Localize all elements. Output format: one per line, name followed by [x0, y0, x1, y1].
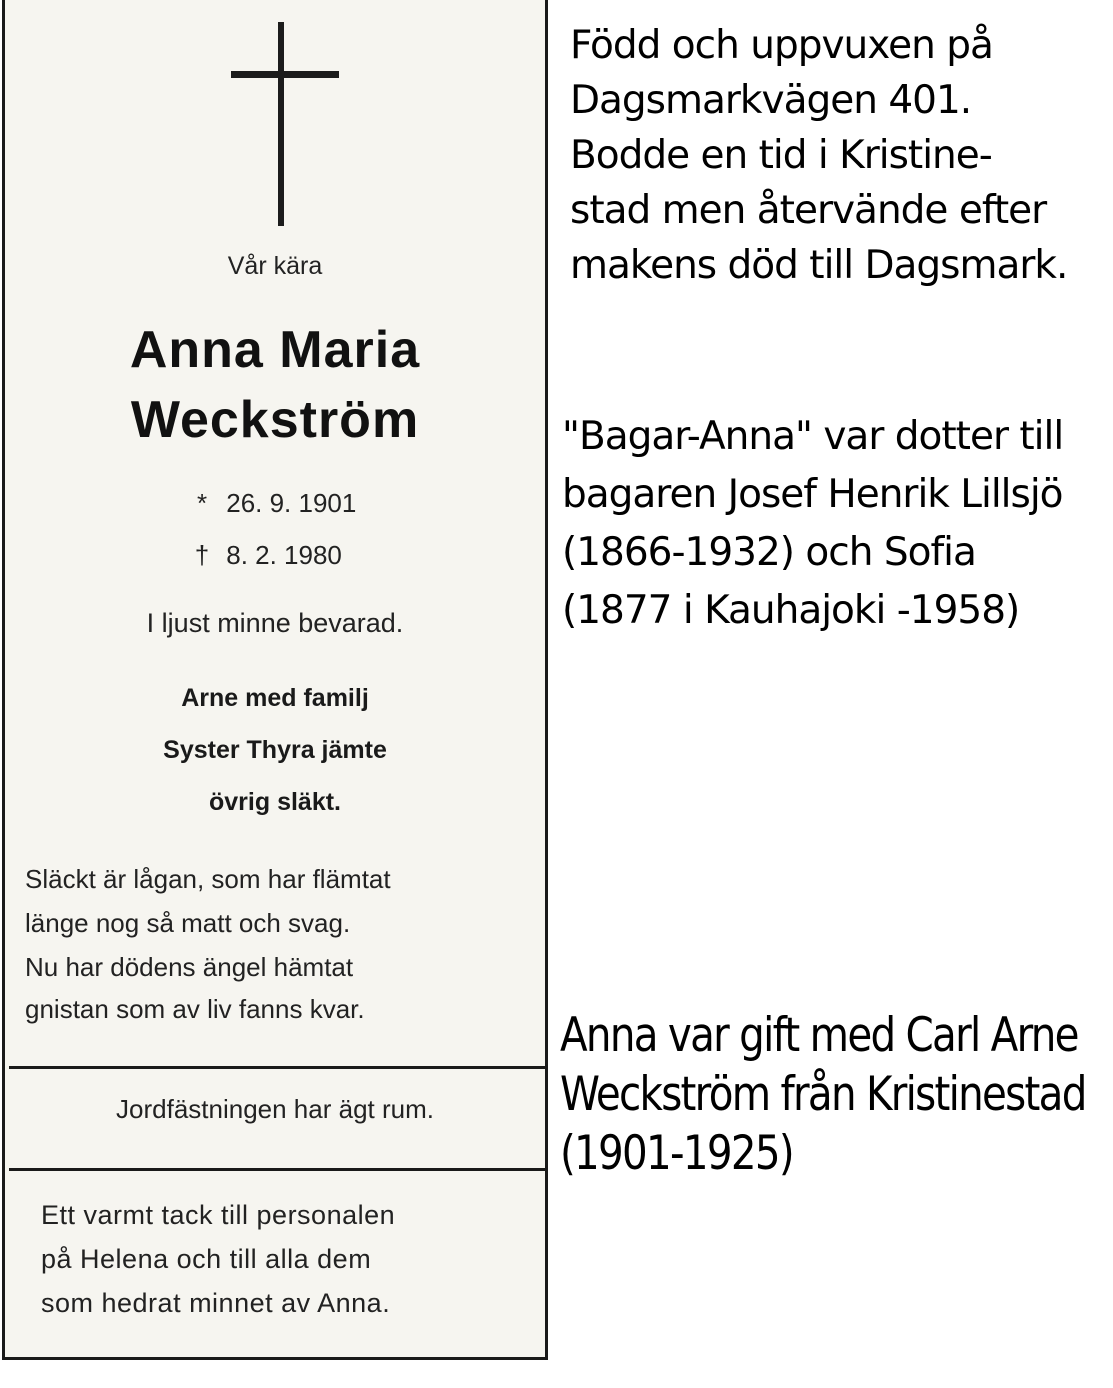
- divider: [9, 1066, 545, 1069]
- annotation-line: Bodde en tid i Kristine-: [570, 133, 992, 178]
- thanks-line: Ett varmt tack till personalen: [41, 1200, 396, 1230]
- annotation-line: stad men återvände efter: [570, 188, 1047, 233]
- verse-line: gnistan som av liv fanns kvar.: [25, 994, 365, 1024]
- annotation-line: "Bagar-Anna" var dotter till: [562, 414, 1064, 459]
- annotation-line: (1877 i Kauhajoki -1958): [562, 588, 1020, 633]
- annotation-line: Dagsmarkvägen 401.: [570, 78, 972, 123]
- death-date: 8. 2. 1980: [226, 540, 342, 570]
- verse-line: länge nog så matt och svag.: [25, 908, 351, 938]
- thanks-line: på Helena och till alla dem: [41, 1244, 372, 1274]
- death-date-line: [185, 540, 425, 571]
- family-line: Arne med familj: [181, 684, 369, 712]
- annotation-line: (1901-1925): [560, 1126, 793, 1181]
- memory-text: I ljust minne bevarad.: [146, 608, 404, 638]
- burial-notice: Jordfästningen har ägt rum.: [116, 1094, 434, 1124]
- thanks-line: som hedrat minnet av Anna.: [41, 1288, 391, 1318]
- annotation-line: Född och uppvuxen på: [570, 23, 993, 68]
- birth-symbol: *: [196, 488, 208, 518]
- death-symbol: †: [194, 540, 210, 570]
- annotation-spouse: [560, 1006, 1086, 1183]
- verse-line: Släckt är lågan, som har flämtat: [25, 864, 391, 894]
- annotation-line: (1866-1932) och Sofia: [562, 530, 976, 575]
- birth-date-line: [185, 488, 425, 519]
- annotation-line: bagaren Josef Henrik Lillsjö: [562, 472, 1063, 517]
- obituary-clipping: [2, 0, 548, 1360]
- deceased-name-first: Anna Maria: [129, 321, 421, 379]
- divider: [9, 1168, 545, 1171]
- family-line: övrig släkt.: [209, 788, 341, 816]
- annotation-line: Anna var gift med Carl Arne: [560, 1008, 1078, 1063]
- annotation-line: makens död till Dagsmark.: [570, 243, 1068, 288]
- annotation-residence: [570, 18, 1067, 293]
- cross-icon: [278, 22, 284, 226]
- intro-text: Vår kära: [227, 252, 323, 280]
- deceased-name-last: Weckström: [130, 391, 420, 449]
- annotation-parents: [562, 408, 1063, 640]
- annotation-line: Weckström från Kristinestad: [560, 1067, 1086, 1122]
- birth-date: 26. 9. 1901: [226, 488, 357, 518]
- cross-icon-bar: [231, 71, 339, 78]
- verse-line: Nu har dödens ängel hämtat: [25, 952, 354, 982]
- family-line: Syster Thyra jämte: [163, 736, 387, 764]
